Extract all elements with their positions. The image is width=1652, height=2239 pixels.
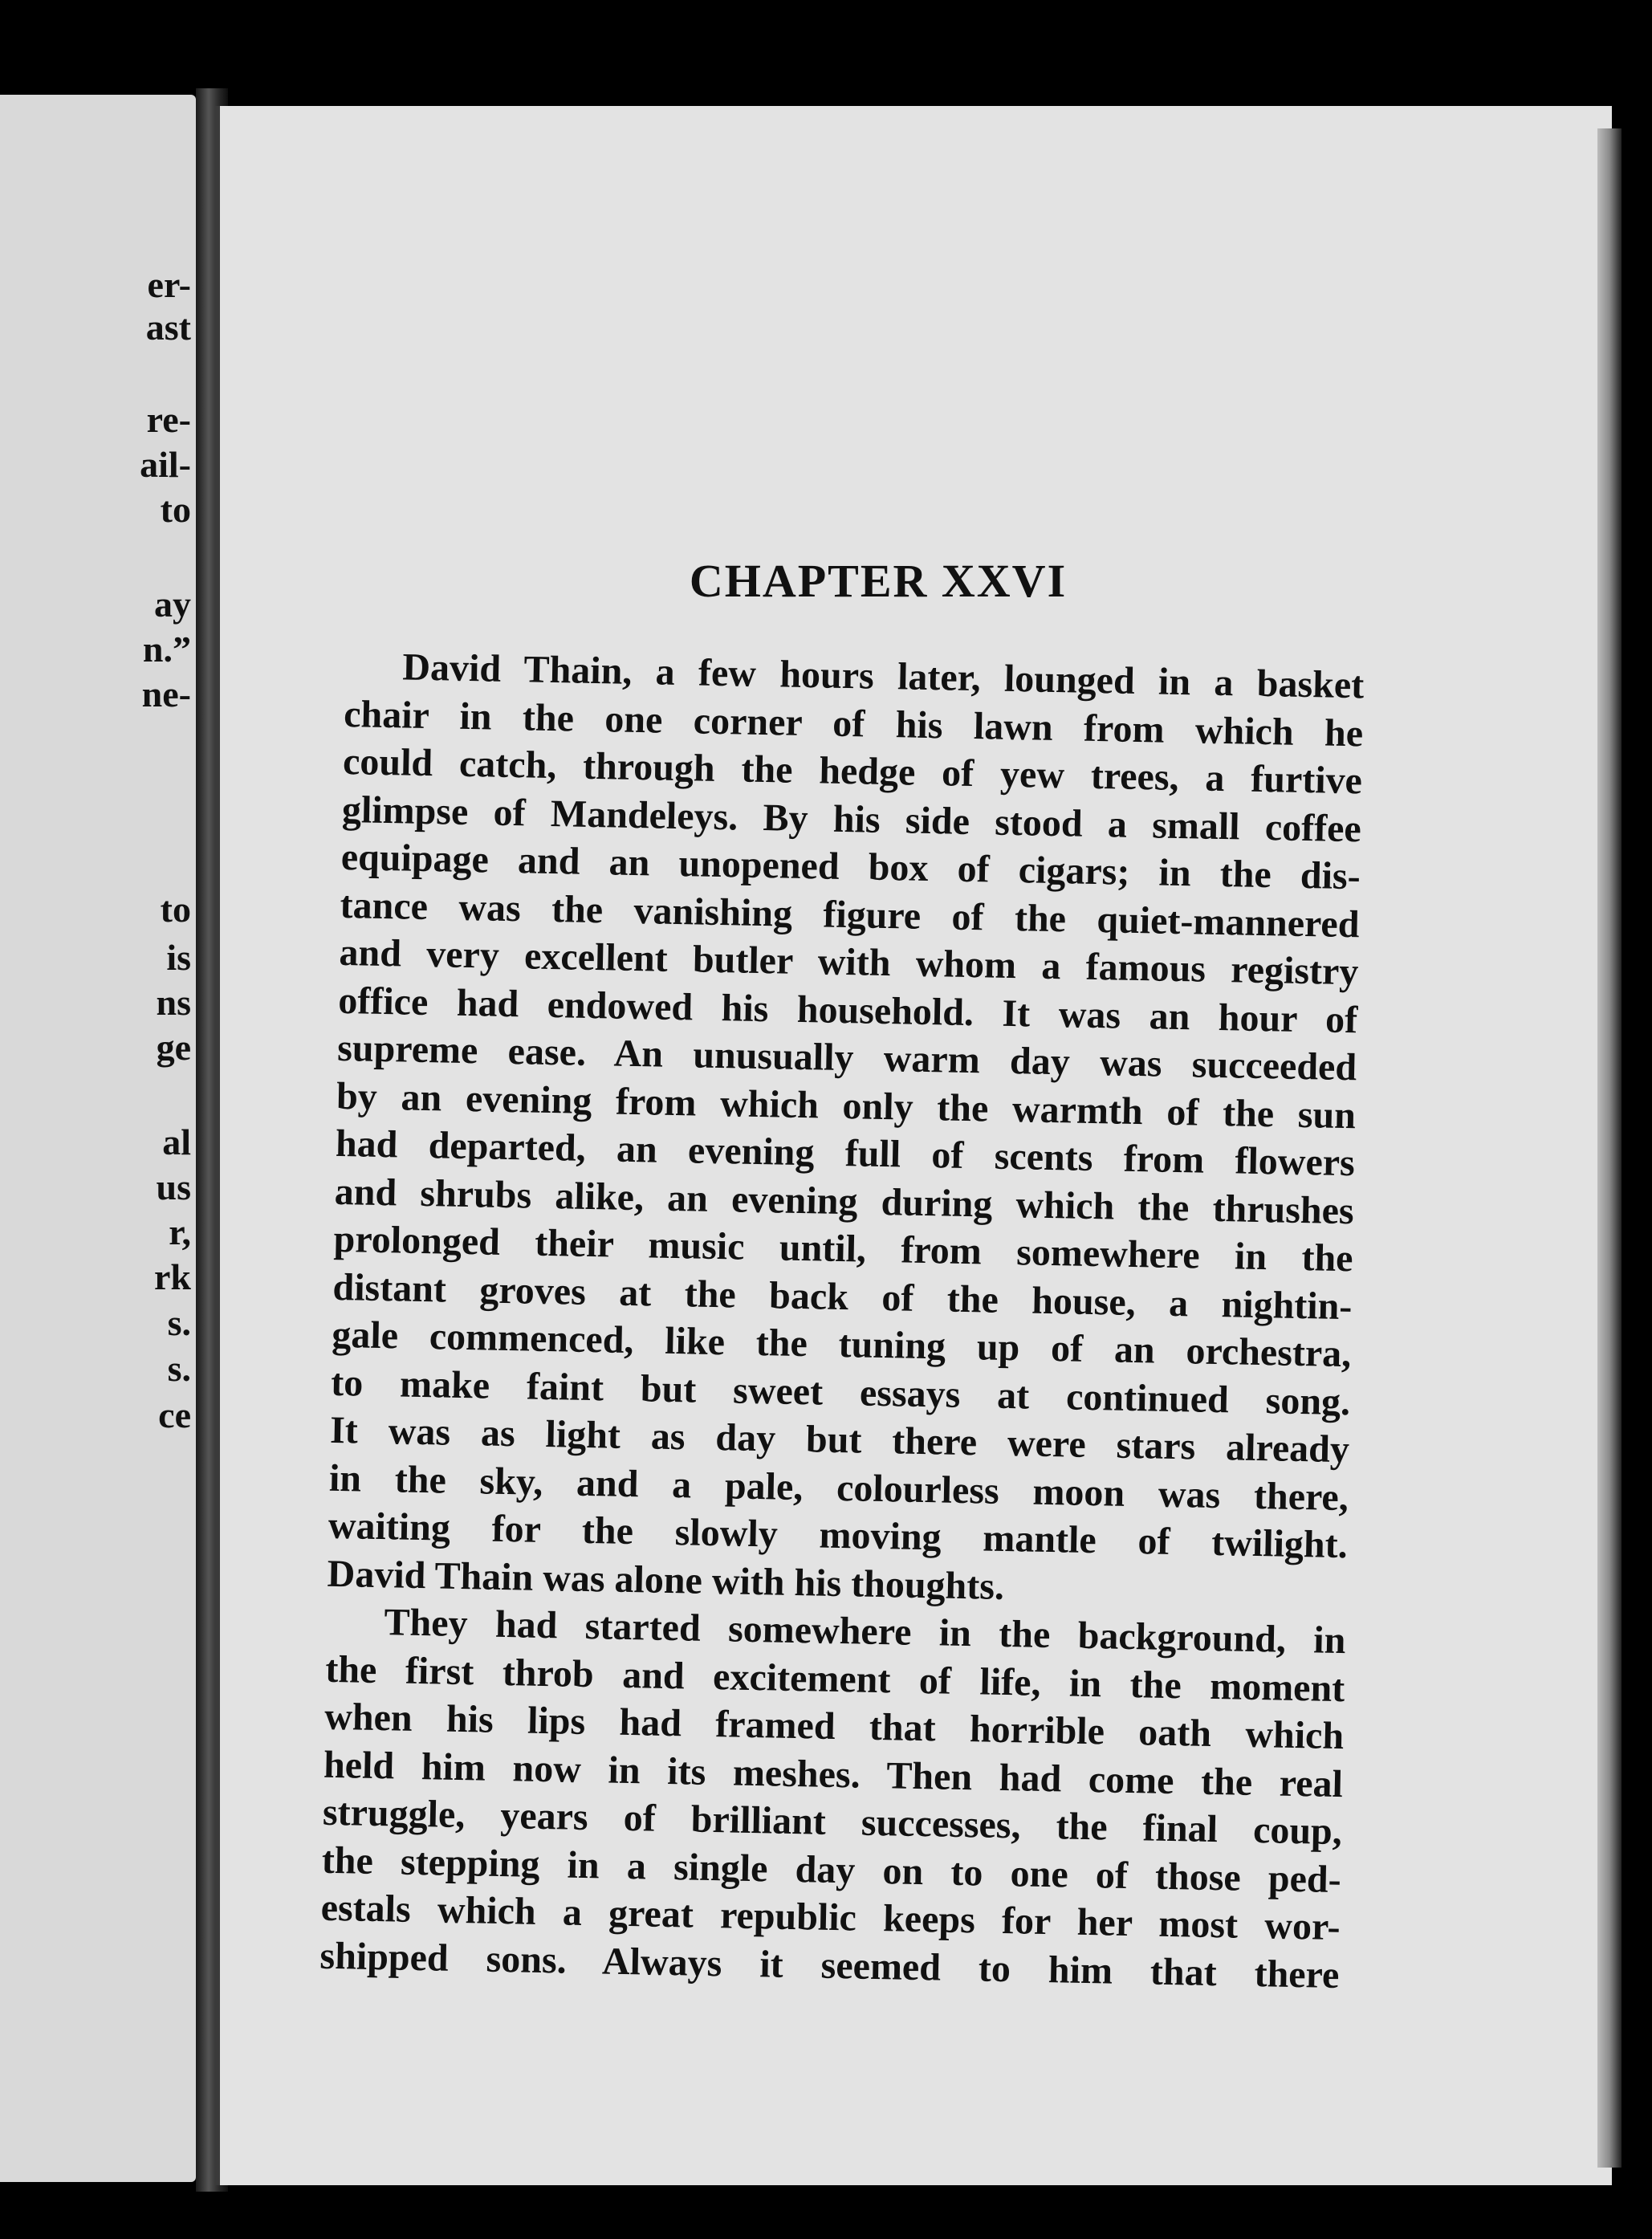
text-line: when his lips had framed that horrible oath which — [323, 1695, 1345, 1758]
page-edge — [1597, 128, 1621, 2168]
text-line: could catch, through the hedge of yew trees, a furtive — [342, 739, 1363, 803]
text-line: It was as light as day but there were stars already — [329, 1408, 1350, 1472]
chapter-body — [319, 642, 1365, 1999]
text-line: David Thain, a few hours later, lounged in a basket — [401, 645, 1365, 707]
left-page-fragment: ne- — [141, 674, 191, 714]
left-page-fragment: r, — [169, 1211, 191, 1252]
text-line: equipage and an unopened box of cigars; in the dis- — [340, 835, 1361, 898]
left-page-fragment: ns — [156, 982, 191, 1023]
left-page-fragment: s. — [167, 1302, 191, 1343]
left-page-fragment: s. — [167, 1348, 191, 1389]
text-line: They had started somewhere in the background, in — [384, 1601, 1346, 1663]
text-line: in the sky, and a pale, colourless moon was there, — [328, 1456, 1349, 1519]
text-line: prolonged their music until, from somewhere in the — [333, 1217, 1354, 1280]
left-page-fragment: ce — [158, 1394, 191, 1435]
left-page-fragment: ay — [154, 584, 191, 625]
left-page-fragment: ast — [145, 307, 191, 348]
left-page-text-fragments — [140, 95, 196, 2182]
text-line: gale commenced, like the tuning up of an orchestra, — [331, 1313, 1352, 1376]
left-facing-page — [0, 95, 196, 2182]
paragraph-2 — [319, 1598, 1346, 1999]
paragraph-1 — [327, 642, 1365, 1617]
text-line: glimpse of Mandeleys. By his side stood a small coffee — [341, 788, 1362, 850]
left-page-fragment: rk — [154, 1256, 191, 1297]
chapter-heading: CHAPTER XXVI — [689, 555, 1068, 607]
text-line: David Thain was alone with his thoughts. — [327, 1552, 1005, 1608]
text-line: and very excellent butler with whom a famous registry — [339, 930, 1359, 994]
text-line: held him now in its meshes. Then had come the real — [323, 1743, 1344, 1805]
left-page-fragment: er- — [147, 264, 191, 305]
text-line: the stepping in a single day on to one of those ped- — [321, 1838, 1342, 1901]
left-page-fragment: ail- — [140, 444, 191, 485]
text-line: chair in the one corner of his lawn from which he — [343, 692, 1364, 755]
text-line: by an evening from which only the warmth of the sun — [336, 1074, 1357, 1137]
left-page-fragment: re- — [146, 399, 191, 440]
left-page-fragment: al — [162, 1122, 191, 1162]
left-page-fragment: to — [160, 889, 191, 930]
text-line: the first throb and excitement of life, in the moment — [324, 1647, 1345, 1710]
text-line: estals which a great republic keeps for her most wor- — [320, 1886, 1341, 1949]
text-line: office had endowed his household. It was an hour of — [337, 979, 1358, 1041]
text-line: to make faint but sweet essays at continued song. — [330, 1361, 1351, 1423]
left-page-fragment: ge — [156, 1027, 191, 1068]
text-line: shipped sons. Always it seemed to him that there — [319, 1934, 1340, 1997]
left-page-fragment: to — [160, 489, 191, 530]
text-line: waiting for the slowly moving mantle of twilight. — [328, 1504, 1349, 1567]
left-page-fragment: n.” — [142, 629, 191, 670]
text-line: struggle, years of brilliant successes, the final coup, — [322, 1790, 1343, 1854]
left-page-fragment: is — [166, 937, 191, 978]
text-line: had departed, an evening full of scents from flowers — [335, 1122, 1356, 1185]
left-page-fragment: us — [156, 1166, 191, 1207]
text-line: and shrubs alike, an evening during which the thrushes — [334, 1170, 1355, 1232]
text-line: distant groves at the back of the house, a nightin- — [332, 1265, 1353, 1328]
text-line: supreme ease. An unusually warm day was succeeded — [336, 1026, 1357, 1089]
text-line: tance was the vanishing figure of the quiet-mannered — [340, 883, 1360, 946]
